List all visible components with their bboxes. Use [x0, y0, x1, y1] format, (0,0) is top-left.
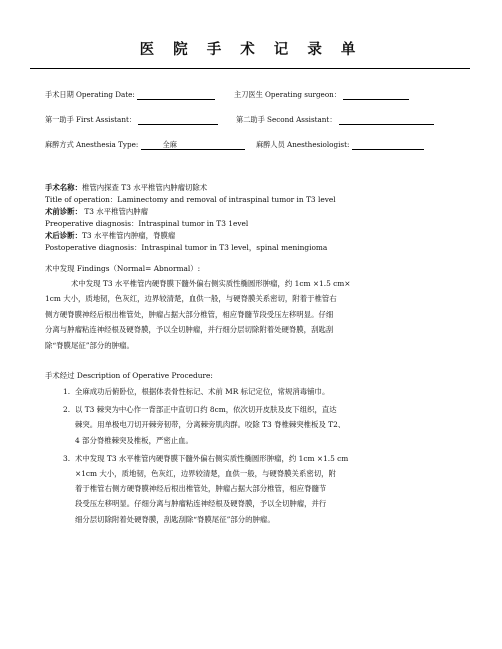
postoperative-diagnosis-cn: T3 水平椎管内肿瘤，脊膜瘤 [81, 231, 176, 240]
operation-title-line [45, 182, 207, 193]
findings-line: 1cm 大小，质地韧，色灰红，边界较清楚，血供一般，与硬脊膜关系密切，附着于椎管右 [45, 294, 337, 304]
first-assistant-label: 第一助手 First Assistant： [45, 115, 137, 124]
step-line: 棘突。用单极电刀切开棘旁韧带，分离棘旁肌肉群。咬除 T3 脊椎棘突椎板及 T2、 [75, 420, 346, 430]
findings-line: 术中发现 T3 水平椎管内硬脊膜下髓外偏右侧实质性椭圆形肿瘤，约 1cm ×1.5 cm× [71, 279, 351, 288]
anesthesiologist-value[interactable] [352, 140, 424, 150]
operating-date-value[interactable] [137, 90, 215, 100]
postoperative-diagnosis-label: 术后诊断： [45, 231, 82, 240]
procedure-step [63, 451, 438, 527]
operating-surgeon-label: 主刀医生 Operating surgeon： [234, 90, 341, 99]
operation-title-cn: 椎管内探查 T3 水平椎管内肿瘤切除术 [81, 183, 208, 192]
anesthesia-type-field [45, 140, 245, 150]
procedure-steps [63, 384, 438, 527]
findings-line: 分离与肿瘤粘连神经根及硬脊膜，予以全切肿瘤，并行细分层切除附着处硬脊膜，刮匙刮 [45, 325, 334, 335]
step-line: 以 T3 棘突为中心作一背部正中直切口约 8cm，依次切开皮肤及皮下组织，直达 [75, 405, 337, 415]
postoperative-diagnosis-line [45, 230, 175, 241]
second-assistant-value[interactable] [339, 115, 434, 125]
preoperative-diagnosis-label: 术前诊断： [45, 207, 82, 216]
findings-line: 侧方硬脊膜神经后根出椎管处，肿瘤占据大部分椎管，相应脊髓节段受压左移明显。仔细 [45, 309, 334, 319]
procedure-step [63, 384, 438, 399]
anesthesia-type-label: 麻醉方式 Anesthesia Type: [45, 140, 139, 149]
step-line: 细分层切除附着处硬脊膜，刮匙刮除“脊膜尾征”部分的肿瘤。 [75, 514, 275, 524]
anesthesiologist-field [256, 140, 424, 150]
second-assistant-label: 第二助手 Second Assistant： [236, 115, 337, 124]
step-line: 段受压左移明显。仔细分离与肿瘤粘连神经根及硬脊膜，予以全切肿瘤，并行 [75, 499, 327, 509]
operating-surgeon-value[interactable] [343, 90, 409, 100]
step-line: 4 部分脊椎棘突及椎板，严密止血。 [75, 435, 193, 445]
findings-heading: 术中发现 Findings（Normal= Abnormal）: [45, 264, 201, 273]
step-number: 2. [63, 405, 71, 415]
step-number: 3. [63, 453, 71, 463]
anesthesia-type-value[interactable]: 全麻 [141, 140, 245, 150]
operation-title-en: Title of operation：Laminectomy and removal of intraspinal tumor in T3 level [45, 195, 336, 204]
operating-date-field [45, 90, 215, 100]
findings-line: 除“脊膜尾征”部分的肿瘤。 [45, 340, 134, 350]
step-line: 全麻成功后俯卧位，根据体表骨性标记、术前 MR 标记定位，常规消毒铺巾。 [75, 387, 330, 396]
anesthesiologist-label: 麻醉人员 Anesthesiologist: [256, 140, 350, 149]
operating-date-label: 手术日期 Operating Date: [45, 90, 135, 99]
procedure-step [63, 402, 438, 448]
first-assistant-value[interactable] [138, 115, 218, 125]
step-line: 术中发现 T3 水平椎管内硬脊膜下髓外偏右侧实质性椭圆形肿瘤，约 1cm ×1.5 cm [75, 453, 349, 463]
step-line: ×1cm 大小，质地韧，色灰红，边界较清楚，血供一般，与硬脊膜关系密切，附 [75, 469, 336, 479]
preoperative-diagnosis-line [45, 206, 148, 217]
procedure-heading: 手术经过 Description of Operative Procedure: [45, 371, 213, 380]
operating-surgeon-field [234, 90, 409, 100]
preoperative-diagnosis-en: Preoperative diagnosis：Intraspinal tumor in T3 1evel [45, 219, 249, 228]
step-number: 1. [63, 387, 71, 396]
title-divider [30, 68, 470, 69]
postoperative-diagnosis-en: Postoperative diagnosis：Intraspinal tumor in T3 level，spinal meningioma [45, 243, 328, 252]
second-assistant-field [236, 115, 434, 125]
findings-paragraph [45, 276, 455, 353]
document-title: 医 院 手 术 记 录 单 [139, 41, 363, 58]
step-line: 着于椎管右侧方硬脊膜神经后根出椎管处，肿瘤占据大部分椎管，相应脊髓节 [75, 484, 327, 494]
first-assistant-field [45, 115, 218, 125]
operation-title-label: 手术名称： [45, 183, 82, 192]
preoperative-diagnosis-cn: T3 水平椎管内肿瘤 [81, 207, 149, 216]
